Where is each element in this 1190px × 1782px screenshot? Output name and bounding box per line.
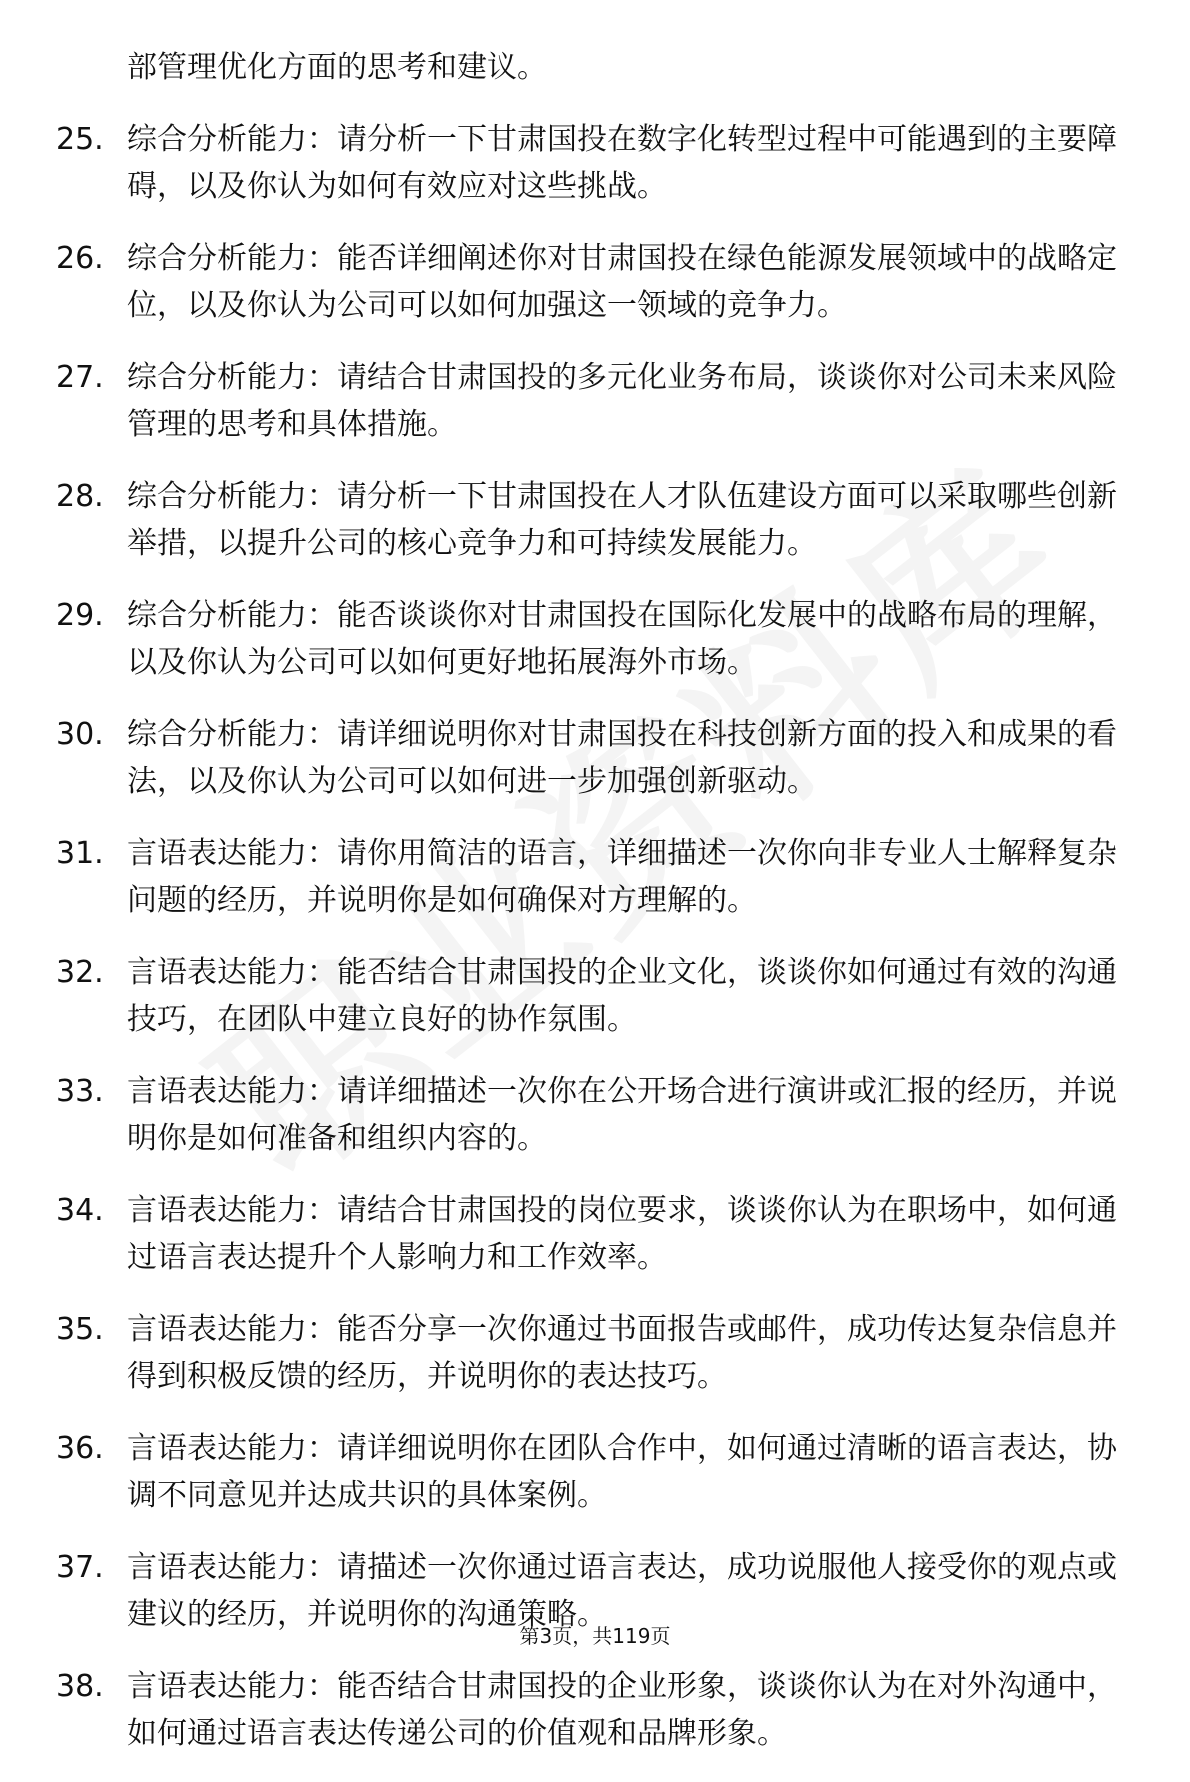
list-item	[0, 830, 1190, 924]
item-number: 31.	[56, 836, 104, 871]
list-item	[0, 592, 1190, 686]
item-text: 言语表达能力：请详细说明你在团队合作中，如何通过清晰的语言表达，协调不同意见并达成共识的具体案例。	[127, 1431, 1117, 1513]
item-number: 26.	[56, 241, 104, 276]
list-item	[0, 1068, 1190, 1162]
item-number: 29.	[56, 598, 104, 633]
item-text: 综合分析能力：请分析一下甘肃国投在人才队伍建设方面可以采取哪些创新举措，以提升公司的核心竞争力和可持续发展能力。	[127, 479, 1117, 561]
item-number: 34.	[56, 1193, 104, 1228]
list-item	[0, 473, 1190, 567]
list-item	[0, 354, 1190, 448]
item-text: 综合分析能力：请详细说明你对甘肃国投在科技创新方面的投入和成果的看法，以及你认为公司可以如何进一步加强创新驱动。	[127, 717, 1117, 799]
list-item	[0, 711, 1190, 805]
list-item	[0, 116, 1190, 210]
item-number: 35.	[56, 1312, 104, 1347]
item-number: 36.	[56, 1431, 104, 1466]
item-number: 28.	[56, 479, 104, 514]
item-number: 33.	[56, 1074, 104, 1109]
list-item	[0, 1425, 1190, 1519]
item-text: 言语表达能力：请结合甘肃国投的岗位要求，谈谈你认为在职场中，如何通过语言表达提升个人影响力和工作效率。	[127, 1193, 1117, 1275]
item-number: 38.	[56, 1669, 104, 1704]
item-text: 言语表达能力：能否结合甘肃国投的企业文化，谈谈你如何通过有效的沟通技巧，在团队中建立良好的协作氛围。	[127, 955, 1117, 1037]
item-number: 32.	[56, 955, 104, 990]
item-text: 言语表达能力：请你用简洁的语言，详细描述一次你向非专业人士解释复杂问题的经历，并说明你是如何确保对方理解的。	[127, 836, 1117, 918]
item-text: 综合分析能力：请结合甘肃国投的多元化业务布局，谈谈你对公司未来风险管理的思考和具体措施。	[127, 360, 1117, 442]
list-item	[0, 1306, 1190, 1400]
continued-text: 部管理优化方面的思考和建议。	[127, 50, 547, 85]
list-item	[0, 235, 1190, 329]
item-text: 综合分析能力：能否谈谈你对甘肃国投在国际化发展中的战略布局的理解，以及你认为公司可以如何更好地拓展海外市场。	[127, 598, 1117, 680]
list-item	[0, 1187, 1190, 1281]
item-number: 27.	[56, 360, 104, 395]
item-text: 言语表达能力：能否分享一次你通过书面报告或邮件，成功传达复杂信息并得到积极反馈的经历，并说明你的表达技巧。	[127, 1312, 1117, 1394]
item-number: 37.	[56, 1550, 104, 1585]
item-text: 言语表达能力：请详细描述一次你在公开场合进行演讲或汇报的经历，并说明你是如何准备和组织内容的。	[127, 1074, 1117, 1156]
page-footer: 第3页，共119页	[519, 1624, 671, 1648]
item-text: 综合分析能力：能否详细阐述你对甘肃国投在绿色能源发展领域中的战略定位，以及你认为公司可以如何加强这一领域的竞争力。	[127, 241, 1117, 323]
item-text: 综合分析能力：请分析一下甘肃国投在数字化转型过程中可能遇到的主要障碍，以及你认为如何有效应对这些挑战。	[127, 122, 1117, 204]
item-text: 言语表达能力：请描述一次你通过语言表达，成功说服他人接受你的观点或建议的经历，并说明你的沟通策略。	[127, 1550, 1117, 1632]
item-number: 30.	[56, 717, 104, 752]
list-item	[0, 1663, 1190, 1757]
item-number: 25.	[56, 122, 104, 157]
question-list	[0, 44, 1190, 1782]
list-item	[0, 949, 1190, 1043]
item-text: 言语表达能力：能否结合甘肃国投的企业形象，谈谈你认为在对外沟通中，如何通过语言表达传递公司的价值观和品牌形象。	[127, 1669, 1117, 1751]
